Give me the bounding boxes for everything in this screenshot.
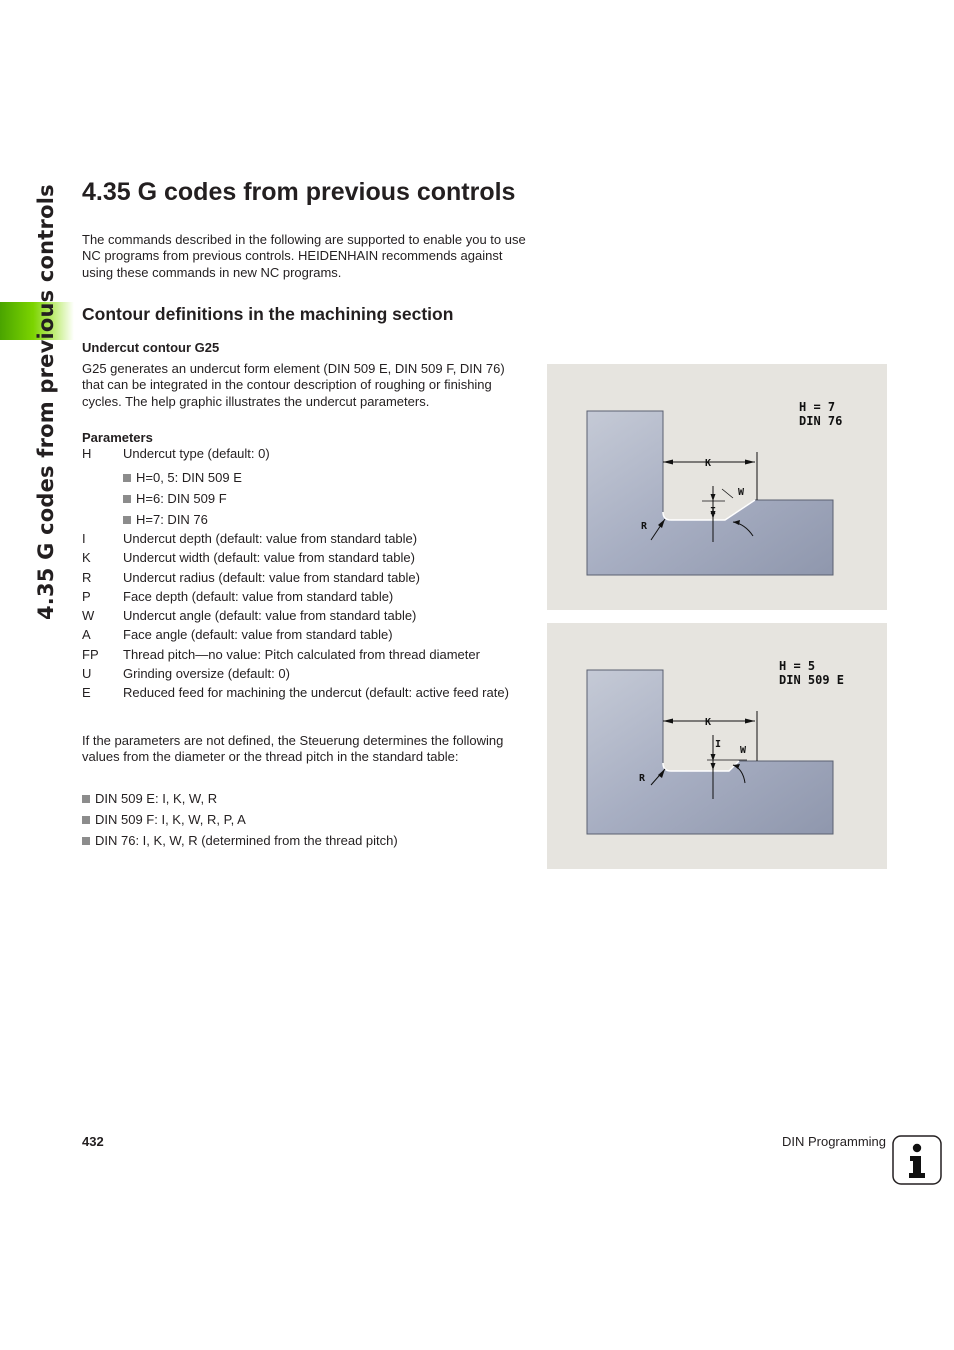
dimension-label-k: K bbox=[705, 717, 712, 728]
h-option-item bbox=[123, 470, 242, 486]
parameter-key: W bbox=[82, 608, 95, 623]
h-option-text: H=7: DIN 76 bbox=[136, 512, 208, 527]
undercut-diagram bbox=[547, 364, 887, 610]
parameter-text: Undercut depth (default: value from standard table) bbox=[123, 531, 418, 546]
bullet-square-icon bbox=[82, 837, 90, 845]
dimension-label-w: W bbox=[738, 487, 745, 498]
parameter-text: Face angle (default: value from standard table) bbox=[123, 627, 393, 642]
undercut-diagram bbox=[547, 623, 887, 869]
parameter-key: U bbox=[82, 666, 92, 681]
dimension-label-r: R bbox=[641, 521, 648, 532]
page-title: 4.35 G codes from previous controls bbox=[82, 178, 516, 206]
parameter-text: Undercut type (default: 0) bbox=[123, 446, 270, 461]
bullet-square-icon bbox=[82, 816, 90, 824]
bullet-square-icon bbox=[82, 795, 90, 803]
h-option-text: H=6: DIN 509 F bbox=[136, 491, 227, 506]
parameter-key: E bbox=[82, 685, 91, 700]
figure-din-label: DIN 509 E bbox=[779, 673, 845, 687]
h-option-item bbox=[123, 491, 227, 507]
h-option-text: H=0, 5: DIN 509 E bbox=[136, 470, 242, 485]
parameter-key: FP bbox=[82, 647, 99, 662]
standard-value-text: DIN 509 F: I, K, W, R, P, A bbox=[95, 812, 246, 827]
parameters-heading: Parameters bbox=[82, 430, 153, 445]
standard-value-item bbox=[82, 791, 217, 807]
page-number: 432 bbox=[82, 1134, 104, 1149]
parameter-text: Undercut width (default: value from standard table) bbox=[123, 550, 415, 565]
bullet-square-icon bbox=[123, 474, 131, 482]
parameter-text: Thread pitch—no value: Pitch calculated from thread diameter bbox=[123, 647, 480, 662]
h-option-item bbox=[123, 512, 208, 528]
parameter-key: R bbox=[82, 570, 92, 585]
parameter-key: A bbox=[82, 627, 91, 642]
intro-paragraph: The commands described in the following are supported to enable you to use NC programs from previous controls. HEIDENHAIN recommends against using these commands in new NC programs. bbox=[82, 232, 526, 280]
section-heading: Contour definitions in the machining section bbox=[82, 304, 454, 324]
dimension-label-i: I bbox=[710, 506, 717, 517]
parameter-text: Grinding oversize (default: 0) bbox=[123, 666, 290, 681]
figure-h-label: H = 5 bbox=[779, 659, 816, 673]
dimension-label-w: W bbox=[740, 745, 747, 756]
bullet-square-icon bbox=[123, 516, 131, 524]
dimension-label-k: K bbox=[705, 458, 712, 469]
dimension-label-i: I bbox=[715, 739, 722, 750]
parameter-text: Reduced feed for machining the undercut (default: active feed rate) bbox=[123, 685, 509, 700]
standard-value-text: DIN 76: I, K, W, R (determined from the thread pitch) bbox=[95, 833, 398, 848]
standard-value-item bbox=[82, 833, 398, 849]
figure-din-label: DIN 76 bbox=[799, 414, 843, 428]
standard-value-item bbox=[82, 812, 246, 828]
parameter-text: Undercut radius (default: value from standard table) bbox=[123, 570, 420, 585]
parameter-key: I bbox=[82, 531, 86, 546]
parameter-key: H bbox=[82, 446, 92, 461]
parameter-key: K bbox=[82, 550, 91, 565]
g25-description: G25 generates an undercut form element (DIN 509 E, DIN 509 F, DIN 76) that can be integrated in the contour description of roughing or finishing cycles. The help graphic illustrates the undercut parameters. bbox=[82, 361, 505, 409]
parameter-text: Face depth (default: value from standard table) bbox=[123, 589, 394, 604]
closing-paragraph: If the parameters are not defined, the Steuerung determines the following values from the diameter or the thread pitch in the standard table: bbox=[82, 733, 504, 765]
bullet-square-icon bbox=[123, 495, 131, 503]
side-chapter-title: 4.35 G codes from previous controls bbox=[34, 184, 58, 620]
dimension-label-r: R bbox=[639, 773, 646, 784]
standard-value-text: DIN 509 E: I, K, W, R bbox=[95, 791, 218, 806]
parameter-text: Undercut angle (default: value from standard table) bbox=[123, 608, 417, 623]
figure-h-label: H = 7 bbox=[799, 400, 836, 414]
parameter-key: P bbox=[82, 589, 91, 604]
footer-chapter-title: DIN Programming bbox=[781, 1134, 886, 1149]
undercut-figure-din509e bbox=[547, 623, 887, 869]
subsection-heading: Undercut contour G25 bbox=[82, 340, 220, 355]
undercut-figure-din76 bbox=[547, 364, 887, 610]
info-icon bbox=[892, 1135, 942, 1185]
